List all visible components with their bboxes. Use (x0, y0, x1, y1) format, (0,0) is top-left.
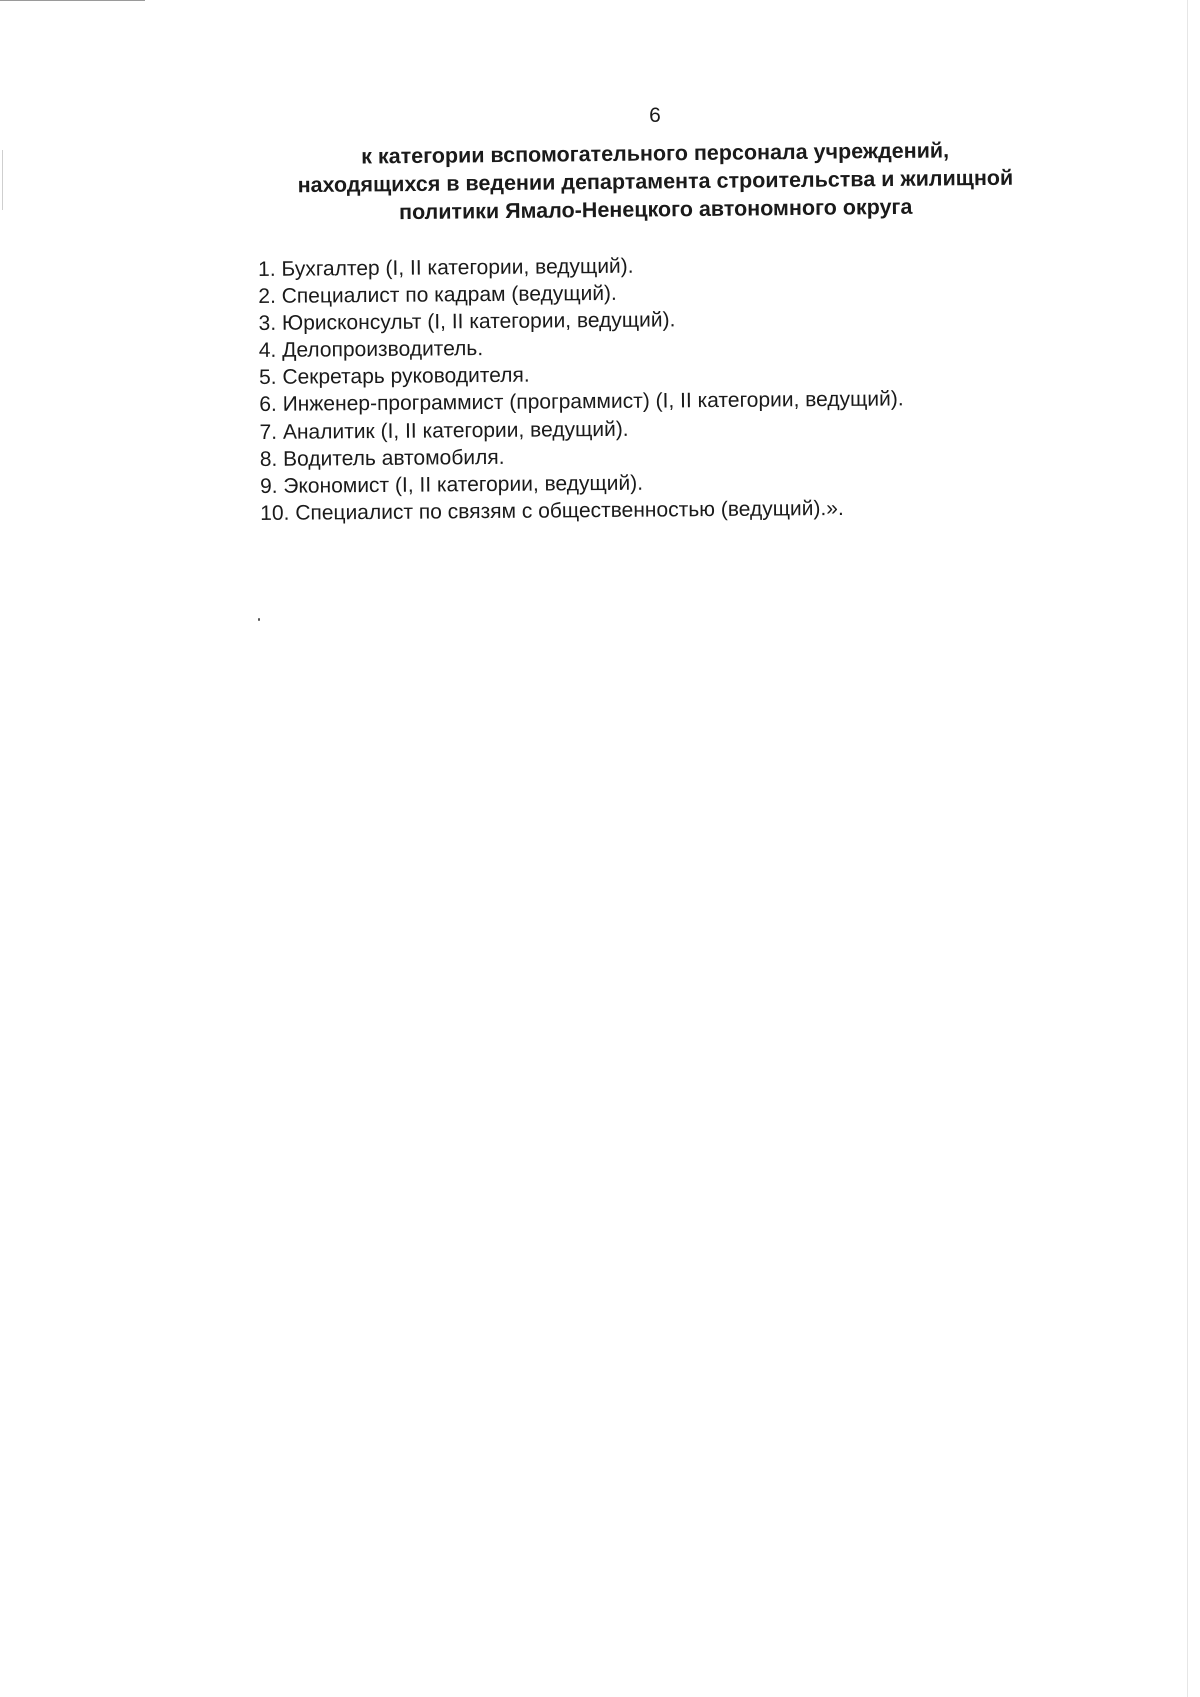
section-heading (220, 135, 1091, 228)
list-item: 6. Инженер-программист (программист) (I, II категории, ведущий). (259, 387, 904, 417)
list-item: 1. Бухгалтер (I, II категории, ведущий). (258, 254, 634, 281)
position-list (258, 250, 905, 527)
page-number: 6 (649, 104, 661, 127)
list-item: 7. Аналитик (I, II категории, ведущий). (259, 417, 629, 444)
list-item: 2. Специалист по кадрам (ведущий). (258, 281, 617, 309)
scan-edge-top (0, 0, 145, 1)
heading-line: находящихся в ведении департамента строительства и жилищной (297, 165, 1014, 198)
list-item: 10. Специалист по связям с общественностью (ведущий).». (260, 496, 844, 525)
heading-line: политики Ямало-Ненецкого автономного округа (398, 194, 913, 225)
scan-speck (258, 618, 260, 621)
list-item: 9. Экономист (I, II категории, ведущий). (259, 471, 644, 498)
scan-edge-left (2, 150, 3, 210)
list-item: 5. Секретарь руководителя. (258, 364, 530, 390)
list-item: 3. Юрисконсульт (I, II категории, ведущий). (258, 308, 676, 336)
list-item: 8. Водитель автомобиля. (259, 445, 505, 471)
list-item: 4. Делопроизводитель. (258, 337, 484, 363)
scan-edge-right (1187, 0, 1188, 1697)
heading-line: к категории вспомогательного персонала учреждений, (361, 138, 950, 169)
